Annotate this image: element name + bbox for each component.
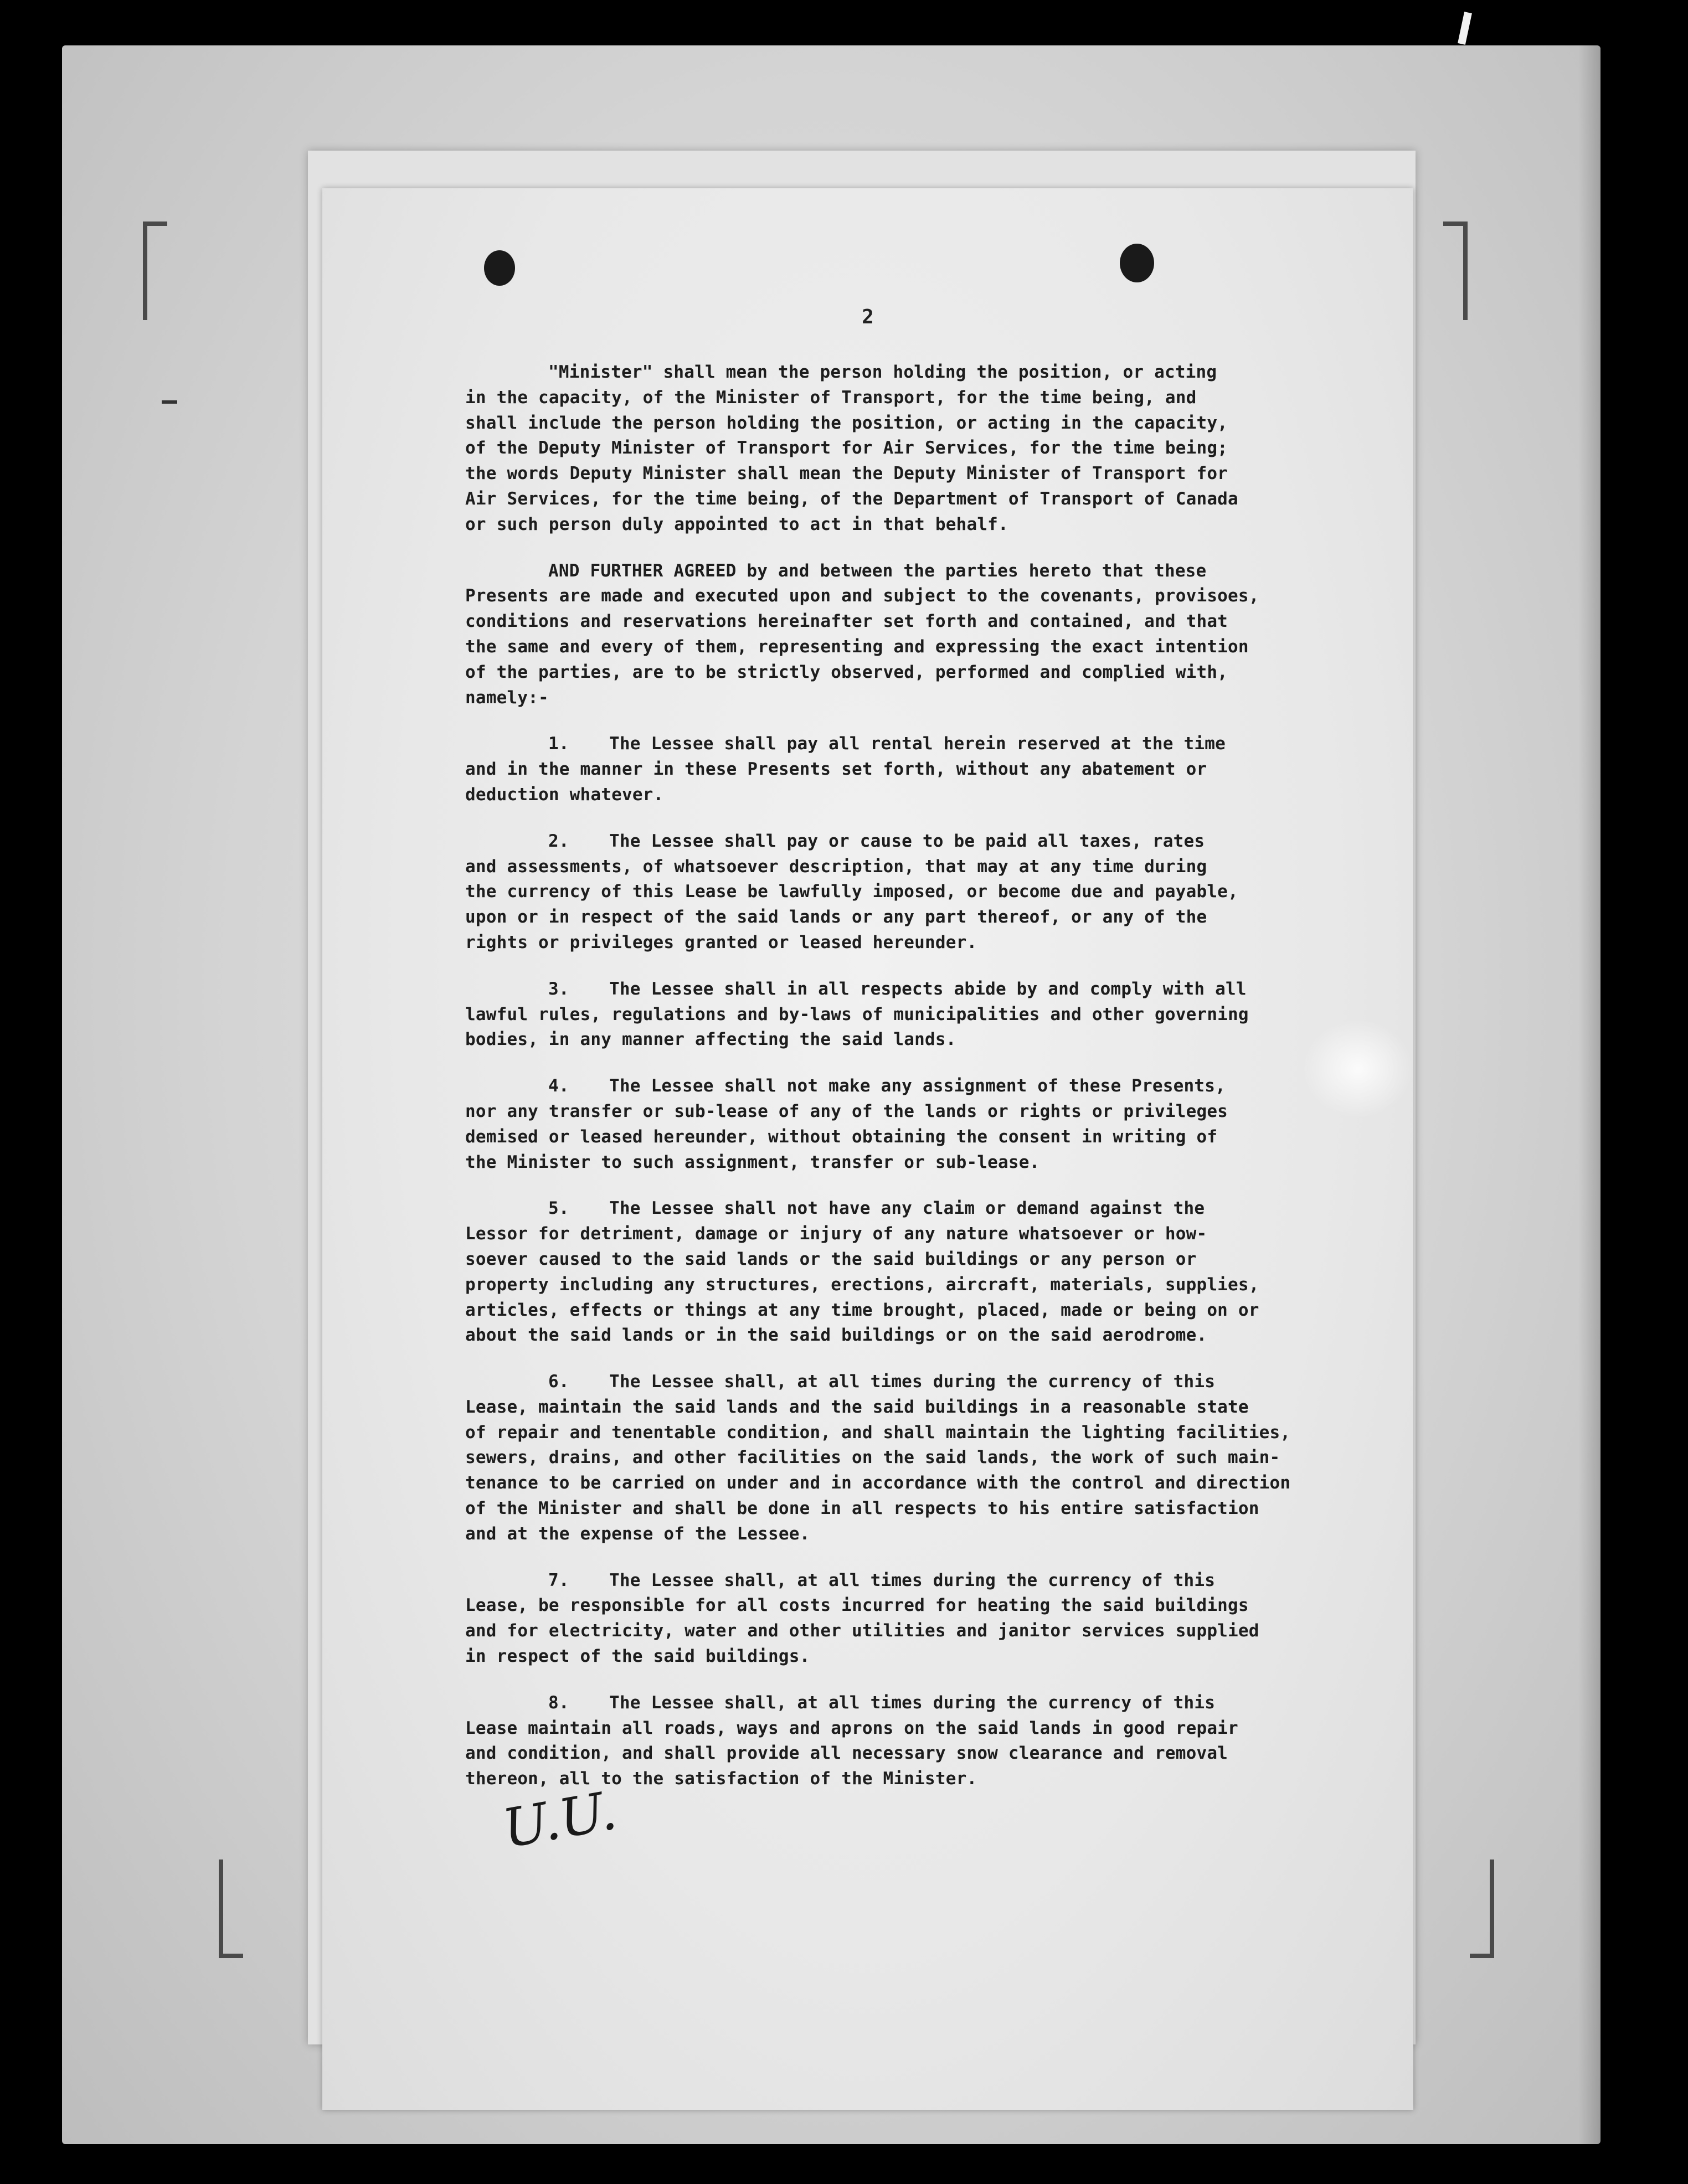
document-page (322, 188, 1413, 2110)
document-body (465, 360, 1351, 1813)
clause-2 (465, 829, 1351, 956)
film-edge-shadow (1578, 45, 1600, 2144)
clause-1 (465, 732, 1351, 807)
clause-rest: and assessments, of whatsoever description, that may at any time during the currency of this Lease be lawfully imposed, or become due and payable, upon or in respect of the said lands or any part thereof, or any of the rights or privileges granted or leased hereunder. (465, 856, 1238, 952)
clause-number: 3. (548, 978, 569, 999)
punch-hole-left (484, 250, 515, 286)
handwritten-initials: U.U. (498, 1779, 621, 1860)
clause-number: 5. (548, 1198, 569, 1219)
clause-7 (465, 1568, 1351, 1670)
crop-mark-bottom-right (1470, 1860, 1494, 1958)
clause-rest: Lease, be responsible for all costs incurred for heating the said buildings and for electricity, water and other utilities and janitor services supplied in respect of the said buildings. (465, 1595, 1259, 1667)
clause-number: 4. (548, 1076, 569, 1096)
further-agreed-paragraph (465, 559, 1351, 711)
paragraph-lead: AND FURTHER AGREED by and between the parties hereto that these (548, 560, 1207, 581)
clause-lead: The Lessee shall pay or cause to be paid all taxes, rates (609, 831, 1205, 851)
crop-mark-bottom-left (219, 1860, 243, 1958)
clause-lead: The Lessee shall not make any assignment of these Presents, (609, 1076, 1226, 1096)
crop-mark-top-left (143, 222, 167, 320)
clause-lead: The Lessee shall pay all rental herein reserved at the time (609, 734, 1226, 754)
clause-rest: Lease maintain all roads, ways and aprons on the said lands in good repair and condition, and shall provide all necessary snow clearance and removal thereon, all to the satisfaction of the Minister. (465, 1718, 1238, 1789)
clause-number: 8. (548, 1692, 569, 1713)
clause-number: 6. (548, 1372, 569, 1392)
clause-lead: The Lessee shall not have any claim or demand against the (609, 1198, 1205, 1219)
definition-minister-paragraph (465, 360, 1351, 538)
clause-lead: The Lessee shall in all respects abide by and comply with all (609, 978, 1247, 999)
film-side-tick (162, 400, 177, 404)
clause-rest: Lessor for detriment, damage or injury of any nature whatsoever or how- soever caused to the said lands or the said buildings or any person or property including any structures, erections, aircraft, materials, supplies, articles, effects or things at any time brought, placed, made or being on or about the said lands or in the said buildings or on the said aerodrome. (465, 1224, 1259, 1346)
clause-rest: nor any transfer or sub-lease of any of the lands or rights or privileges demised or leased hereunder, without obtaining the consent in writing of the Minister to such assignment, transfer or sub-lease. (465, 1101, 1228, 1172)
clause-lead: The Lessee shall, at all times during the currency of this (609, 1692, 1216, 1713)
clause-number: 2. (548, 831, 569, 851)
clause-3 (465, 977, 1351, 1053)
clause-4 (465, 1074, 1351, 1175)
paragraph-lead: "Minister" shall mean the person holding the position, or acting (548, 362, 1217, 382)
page-number: 2 (862, 306, 874, 328)
clause-rest: Lease, maintain the said lands and the said buildings in a reasonable state of repair and tenentable condition, and shall maintain the lighting facilities, sewers, drains, and other facilities on the said lands, the work of such main- tenance to be carried on under and in accordance with the control and direction of the Minister and shall be done in all respects to his entire satisfaction and at the expense of the Lessee. (465, 1397, 1291, 1544)
clause-number: 1. (548, 734, 569, 754)
film-corner-scratch (1458, 12, 1472, 45)
paragraph-rest: in the capacity, of the Minister of Transport, for the time being, and shall include the person holding the position, or acting in the capacity, of the Deputy Minister of Transport for Air Services, for the time being; the words Deputy Minister shall mean the Deputy Minister of Transport for Air Services, for the time being, of the Department of Transport of Canada or such person duly appointed to act in that behalf. (465, 387, 1238, 534)
clause-5 (465, 1196, 1351, 1348)
paragraph-rest: Presents are made and executed upon and subject to the covenants, provisoes, conditions and reservations hereinafter set forth and contained, and that the same and every of them, representing and expressing the exact intention of the parties, are to be strictly observed, performed and complied with, namely:- (465, 586, 1259, 708)
clause-lead: The Lessee shall, at all times during the currency of this (609, 1372, 1216, 1392)
clause-rest: lawful rules, regulations and by-laws of municipalities and other governing bodies, in any manner affecting the said lands. (465, 1004, 1249, 1050)
clause-number: 7. (548, 1570, 569, 1590)
clause-8 (465, 1691, 1351, 1792)
crop-mark-top-right (1443, 222, 1468, 320)
clause-rest: and in the manner in these Presents set forth, without any abatement or deduction whatever. (465, 759, 1207, 805)
punch-hole-right (1120, 244, 1154, 282)
clause-6 (465, 1369, 1351, 1547)
clause-lead: The Lessee shall, at all times during the currency of this (609, 1570, 1216, 1590)
